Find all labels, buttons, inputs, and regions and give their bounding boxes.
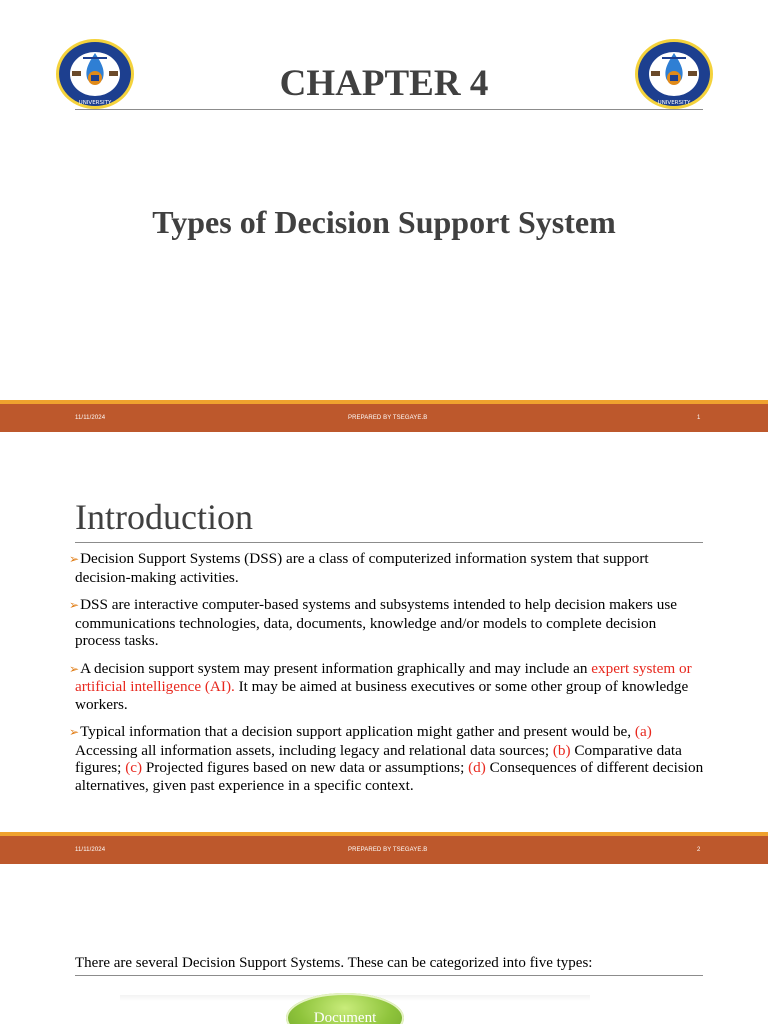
title-divider [75, 109, 703, 110]
footer-page-number: 2 [697, 847, 701, 853]
footer-page-number: 1 [697, 415, 701, 421]
enum-marker: (d) [468, 759, 486, 776]
bullet-text: Accessing all information assets, including legacy and relational data sources; [75, 741, 553, 759]
intro-divider [75, 975, 703, 976]
bullet-text: Typical information that a decision support application might gather and present would be, [80, 723, 635, 740]
bullet-text: A decision support system may present information graphically and may include an [80, 659, 592, 677]
enum-marker: (c) [125, 759, 143, 776]
dss-type-label: Document [313, 1010, 377, 1024]
bullet-text: Projected figures based on new data or assumptions; [142, 759, 469, 776]
arrow-bullet-icon: ➢ [69, 725, 80, 739]
footer-accent-line [0, 400, 768, 404]
slide-3 [0, 865, 768, 1024]
footer-author: PREPARED BY TSEGAYE.B [348, 415, 428, 421]
slide-intro-text: There are several Decision Support Systems. These can be categorized into five types: [75, 955, 593, 971]
svg-text:UNIVERSITY: UNIVERSITY [657, 100, 691, 106]
bullet-item [69, 659, 705, 714]
slide-footer-2 [0, 832, 768, 864]
highlight-text: expert system or artificial intelligence (AI). [75, 659, 692, 695]
bullet-text: Consequences of different decision alternatives, given past experience in a specific context. [75, 759, 704, 794]
bullet-text: It may be aimed at business executives or some other group of knowledge workers. [75, 678, 689, 713]
footer-author: PREPARED BY TSEGAYE.B [348, 847, 428, 853]
chapter-title: CHAPTER 4 [279, 63, 489, 104]
bullet-list [69, 550, 705, 804]
bullet-text: DSS are interactive computer-based systems and subsystems intended to help decision makers use communications technologies, data, documents, knowledge and/or models to complete decision process tasks. [75, 596, 677, 649]
arrow-bullet-icon: ➢ [69, 552, 80, 566]
bullet-item [69, 550, 705, 586]
bullet-text: Comparative data figures; [75, 741, 682, 776]
slide-2 [0, 432, 768, 832]
footer-date: 11/11/2024 [75, 415, 106, 421]
arrow-bullet-icon: ➢ [69, 598, 80, 612]
slide-1 [0, 0, 768, 400]
bullet-text: Decision Support Systems (DSS) are a class of computerized information system that support decision-making activities. [75, 550, 649, 586]
footer-date: 11/11/2024 [75, 847, 106, 853]
footer-accent-line [0, 832, 768, 836]
bullet-item [69, 723, 705, 794]
slide-footer-1 [0, 400, 768, 432]
slide-heading: Introduction [75, 497, 253, 537]
heading-divider [75, 542, 703, 543]
bullet-item [69, 596, 705, 650]
svg-text:UNIVERSITY: UNIVERSITY [78, 100, 112, 106]
arrow-bullet-icon: ➢ [69, 661, 80, 676]
slide-subtitle: Types of Decision Support System [152, 204, 616, 240]
enum-marker: (b) [552, 741, 571, 759]
enum-marker: (a) [634, 723, 652, 740]
